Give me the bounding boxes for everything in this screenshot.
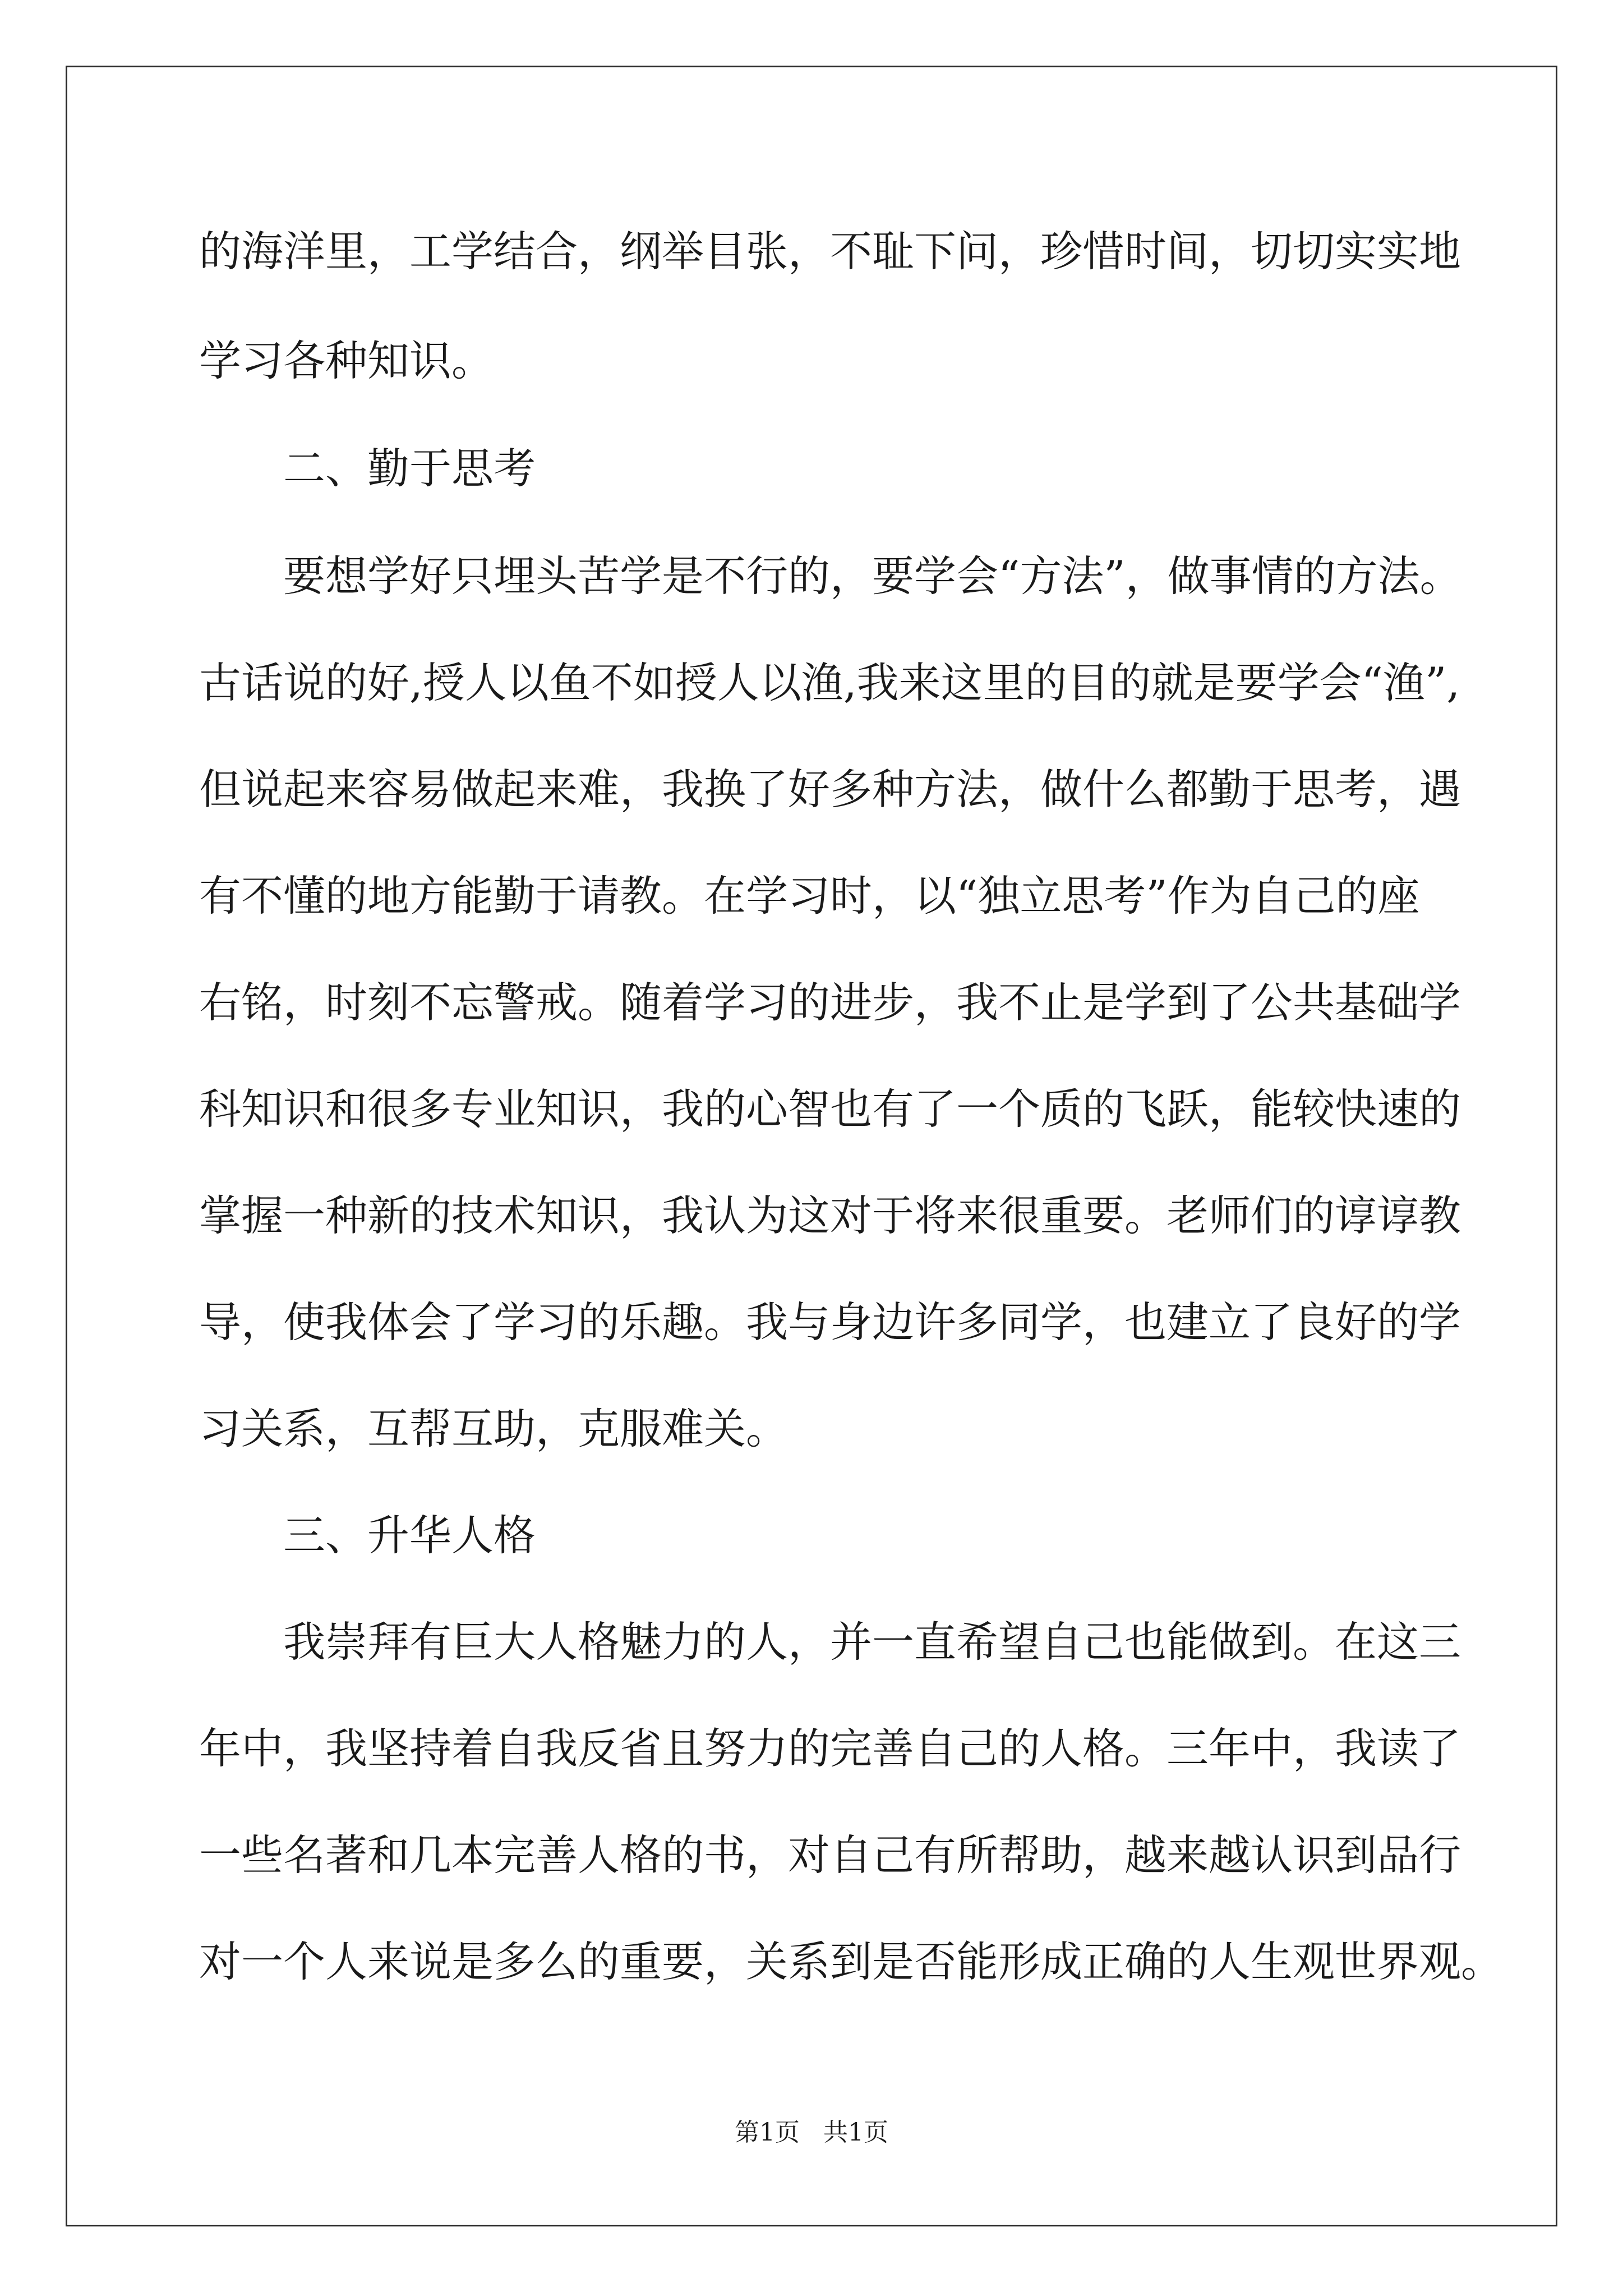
body-line: 习关系，互帮互助，克服难关。 [199,1404,789,1453]
body-line: 一些名著和几本完善人格的书，对自己有所帮助，越来越认识到品行 [199,1830,1461,1880]
body-line: 的海洋里，工学结合，纲举目张，不耻下问，珍惜时间，切切实实地 [199,227,1461,276]
body-line: 年中，我坚持着自我反省且努力的完善自己的人格。三年中，我读了 [199,1724,1461,1773]
body-line: 对一个人来说是多么的重要，关系到是否能形成正确的人生观世界观。 [199,1937,1504,1986]
body-line: 有不懂的地方能勤于请教。在学习时，以“独立思考”作为自己的座 [199,871,1420,921]
paragraph-first-line: 我崇拜有巨大人格魅力的人，并一直希望自己也能做到。在这三 [283,1617,1461,1667]
body-line: 掌握一种新的技术知识，我认为这对于将来很重要。老师们的谆谆教 [199,1191,1461,1240]
page-border [66,66,1557,2226]
body-line: 右铭，时刻不忘警戒。随着学习的进步，我不止是学到了公共基础学 [199,978,1461,1027]
body-line: 古话说的好,授人以鱼不如授人以渔,我来这里的目的就是要学会“渔”, [199,658,1460,707]
page-number-footer: 第1页 共1页 [735,2118,888,2147]
body-line: 学习各种知识。 [199,336,494,385]
paragraph-first-line: 要想学好只埋头苦学是不行的，要学会“方法”，做事情的方法。 [283,551,1462,601]
body-line: 但说起来容易做起来难，我换了好多种方法，做什么都勤于思考，遇 [199,765,1461,814]
body-line: 导，使我体会了学习的乐趣。我与身边许多同学，也建立了良好的学 [199,1297,1461,1347]
section-heading: 二、勤于思考 [283,444,536,493]
body-line: 科知识和很多专业知识，我的心智也有了一个质的飞跃，能较快速的 [199,1084,1461,1134]
section-heading: 三、升华人格 [283,1511,536,1560]
